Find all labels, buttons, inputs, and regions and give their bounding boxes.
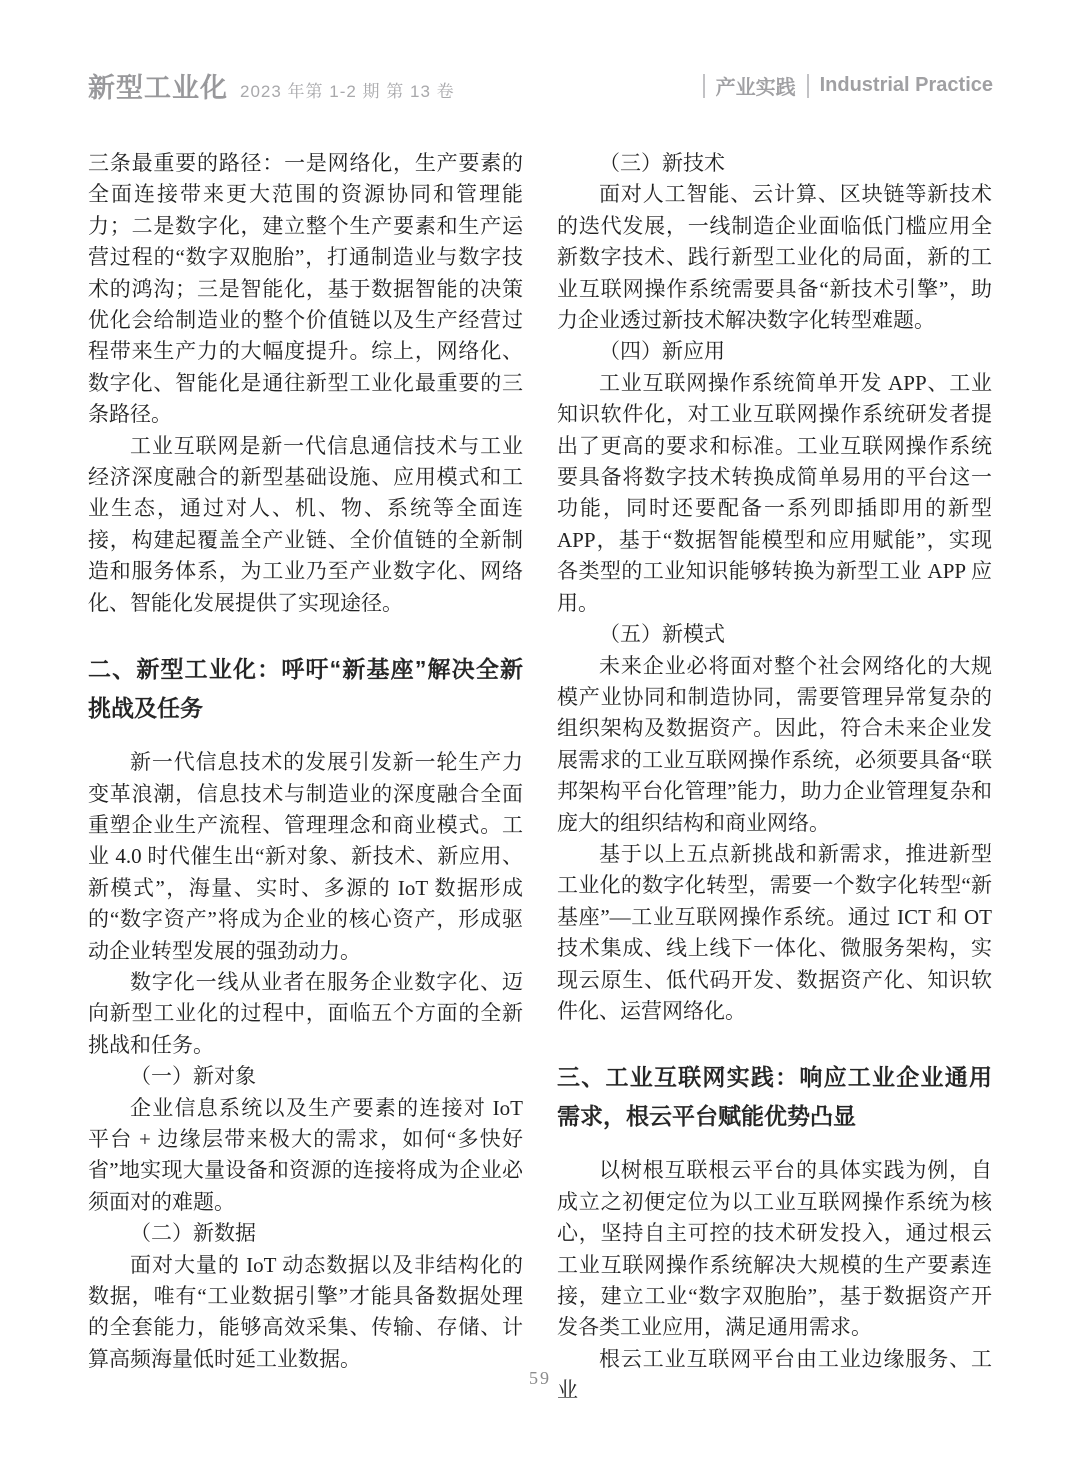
sub-heading-3: （三）新技术 — [599, 151, 725, 175]
body-paragraph: 三条最重要的路径：一是网络化，生产要素的全面连接带来更大范围的资源协同和管理能力；二是数字化，建立整个生产要素和生产运营过程的“数字双胞胎”，打通制造业与数字技术的鸿沟；三是智能化，基于数据智能的决策优化会给制造业的整个价值链以及生产经营过程带来生产力的大幅度提升。综上，网络化、数字化、智能化是通往新型工业化最重要的三条路径。 — [88, 151, 523, 427]
divider-bar-icon — [807, 74, 809, 98]
divider-bar-icon — [703, 74, 705, 98]
body-paragraph: 工业互联网操作系统简单开发 APP、工业知识软件化，对工业互联网操作系统研发者提出了更高的要求和标准。工业互联网操作系统要具备将数字技术转换成简单易用的平台这一功能，同时还要配备一系列即插即用的新型 APP，基于“数据智能模型和应用赋能”，实现各类型的工业知识能够转换为新型工业 APP 应用。 — [557, 370, 992, 615]
body-paragraph: 企业信息系统以及生产要素的连接对 IoT 平台 + 边缘层带来极大的需求，如何“多快好省”地实现大量设备和资源的连接将成为企业必须面对的难题。 — [88, 1095, 523, 1214]
left-column — [88, 148, 523, 1407]
body-paragraph: 以树根互联根云平台的具体实践为例，自成立之初便定位为以工业互联网操作系统为核心，坚持自主可控的技术研发投入，通过根云工业互联网操作系统解决大规模的生产要素连接，建立工业“数字双胞胎”，基于数据资产开发各类工业应用，满足通用需求。 — [557, 1158, 992, 1340]
body-paragraph: 数字化一线从业者在服务企业数字化、迈向新型工业化的过程中，面临五个方面的全新挑战和任务。 — [88, 969, 523, 1057]
body-paragraph: 面对人工智能、云计算、区块链等新技术的迭代发展，一线制造企业面临低门槛应用全新数字技术、践行新型工业化的局面，新的工业互联网操作系统需要具备“新技术引擎”，助力企业透过新技术解决数字化转型难题。 — [557, 182, 992, 333]
page-number: 59 — [529, 1368, 551, 1388]
section-label-en: Industrial Practice — [819, 74, 993, 96]
article-body — [88, 148, 993, 1407]
body-paragraph: 未来企业必将面对整个社会网络化的大规模产业协同和制造协同，需要管理异常复杂的组织架构及数据资产。因此，符合未来企业发展需求的工业互联网操作系统，必须要具备“联邦架构平台化管理”能力，助力企业管理复杂和庞大的组织结构和商业网络。 — [557, 653, 992, 835]
journal-title: 新型工业化 — [88, 73, 228, 103]
right-column — [557, 148, 992, 1407]
sub-heading-1: （一）新对象 — [130, 1064, 256, 1089]
sub-heading-2: （二）新数据 — [130, 1221, 256, 1246]
body-paragraph: 工业互联网是新一代信息通信技术与工业经济深度融合的新型基础设施、应用模式和工业生态，通过对人、机、物、系统等全面连接，构建起覆盖全产业链、全价值链的全新制造和服务体系，为工业乃至产业数字化、网络化、智能化发展提供了实现途径。 — [88, 433, 523, 615]
body-paragraph: 面对大量的 IoT 动态数据以及非结构化的数据，唯有“工业数据引擎”才能具备数据处理的全套能力，能够高效采集、传输、存储、计算高频海量低时延工业数据。 — [88, 1252, 523, 1371]
body-paragraph: 基于以上五点新挑战和新需求，推进新型工业化的数字化转型，需要一个数字化转型“新基座”—工业互联网操作系统。通过 ICT 和 OT 技术集成、线上线下一体化、微服务架构，实现云原生、低代码开发、数据资产化、知识软件化、运营网络化。 — [557, 841, 992, 1023]
issue-info: 2023 年第 1-2 期 第 13 卷 — [240, 82, 455, 101]
section-label — [703, 71, 993, 100]
page-footer — [0, 1368, 1080, 1389]
body-paragraph: 新一代信息技术的发展引发新一轮生产力变革浪潮，信息技术与制造业的深度融合全面重塑企业生产流程、管理理念和商业模式。工业 4.0 时代催生出“新对象、新技术、新应用、新模式”，海量、实时、多源的 IoT 数据形成的“数字资产”将成为企业的核心资产，形成驱动企业转型发展的强劲动力。 — [88, 750, 523, 963]
sub-heading-4: （四）新应用 — [599, 339, 725, 364]
page-header — [88, 66, 993, 105]
body-paragraph: 根云工业互联网平台由工业边缘服务、工业 — [557, 1346, 992, 1403]
journal-masthead — [88, 66, 455, 105]
section-label-cn: 产业实践 — [715, 77, 796, 99]
sub-heading-5: （五）新模式 — [599, 622, 725, 647]
section-heading-3: 三、工业互联网实践：响应工业企业通用需求，根云平台赋能优势凸显 — [557, 1064, 992, 1130]
section-heading-2: 二、新型工业化：呼吁“新基座”解决全新挑战及任务 — [88, 656, 523, 722]
